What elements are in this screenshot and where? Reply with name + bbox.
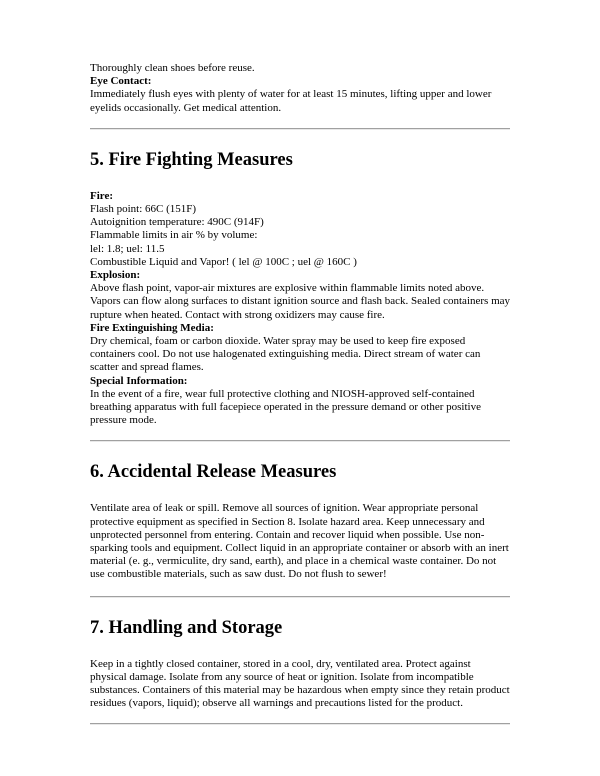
shoes-line: Thoroughly clean shoes before reuse. — [90, 62, 255, 74]
fire-label: Fire: — [90, 189, 114, 202]
section-divider — [90, 596, 510, 598]
special-information-label: Special Information: — [90, 374, 188, 387]
section6-text: Ventilate area of leak or spill. Remove all sources of ignition. Wear appropriate personal protective equipment as specified in Section 8. Isolate hazard area. Keep unnecessary and unprotected personnel from entering. Contain and recover liquid when possible. Use non-sparking tools and equipment. Collect liquid in an appropriate container or absorb with an inert material (e. g., vermiculite, dry sand, earth), and place in a chemical waste container. Do not use combustible materials, such as saw dust. Do not flush to sewer! — [90, 502, 509, 581]
explosion-label: Explosion: — [90, 269, 141, 282]
fire-line: Flammable limits in air % by volume: — [90, 229, 258, 242]
fire-line: Combustible Liquid and Vapor! ( lel @ 100C ; uel @ 160C ) — [90, 255, 357, 268]
section5-body — [90, 190, 510, 428]
section6-heading: 6. Accidental Release Measures — [90, 462, 337, 483]
section7-heading: 7. Handling and Storage — [90, 617, 283, 638]
eye-contact-text: Immediately flush eyes with plenty of water for at least 15 minutes, lifting upper and lower eyelids occasionally. Get medical attention. — [90, 88, 492, 114]
section-divider — [90, 128, 510, 130]
fire-line: Autoignition temperature: 490C (914F) — [90, 216, 264, 229]
msds-page — [90, 62, 510, 725]
eye-contact-label: Eye Contact: — [90, 75, 152, 88]
extinguishing-media-text: Dry chemical, foam or carbon dioxide. Water spray may be used to keep fire exposed containers cool. Do not use halogenated extinguishing media. Direct stream of water can scatter and spread flames. — [90, 335, 481, 374]
explosion-text: Above flash point, vapor-air mixtures are explosive within flammable limits noted above. Vapors can flow along surfaces to distant ignition source and flash back. Sealed containers may rupture when heated. Contact with strong oxidizers may cause fire. — [90, 282, 511, 321]
fire-line: lel: 1.8; uel: 11.5 — [90, 242, 165, 255]
section5-heading: 5. Fire Fighting Measures — [90, 149, 293, 170]
fire-line: Flash point: 66C (151F) — [90, 203, 197, 216]
extinguishing-media-label: Fire Extinguishing Media: — [90, 321, 214, 334]
section-divider — [90, 440, 510, 442]
special-information-text: In the event of a fire, wear full protective clothing and NIOSH-approved self-contained breathing apparatus with full facepiece operated in the pressure demand or other positive pressure mode. — [90, 387, 481, 427]
section-divider — [90, 723, 510, 725]
section7-text: Keep in a tightly closed container, stored in a cool, dry, ventilated area. Protect against physical damage. Isolate from any source of heat or ignition. Isolate from incompatible substances. Containers of this material may be hazardous when empty since they retain product residues (vapors, liquid); observe all warnings and precautions listed for the product. — [90, 657, 510, 710]
